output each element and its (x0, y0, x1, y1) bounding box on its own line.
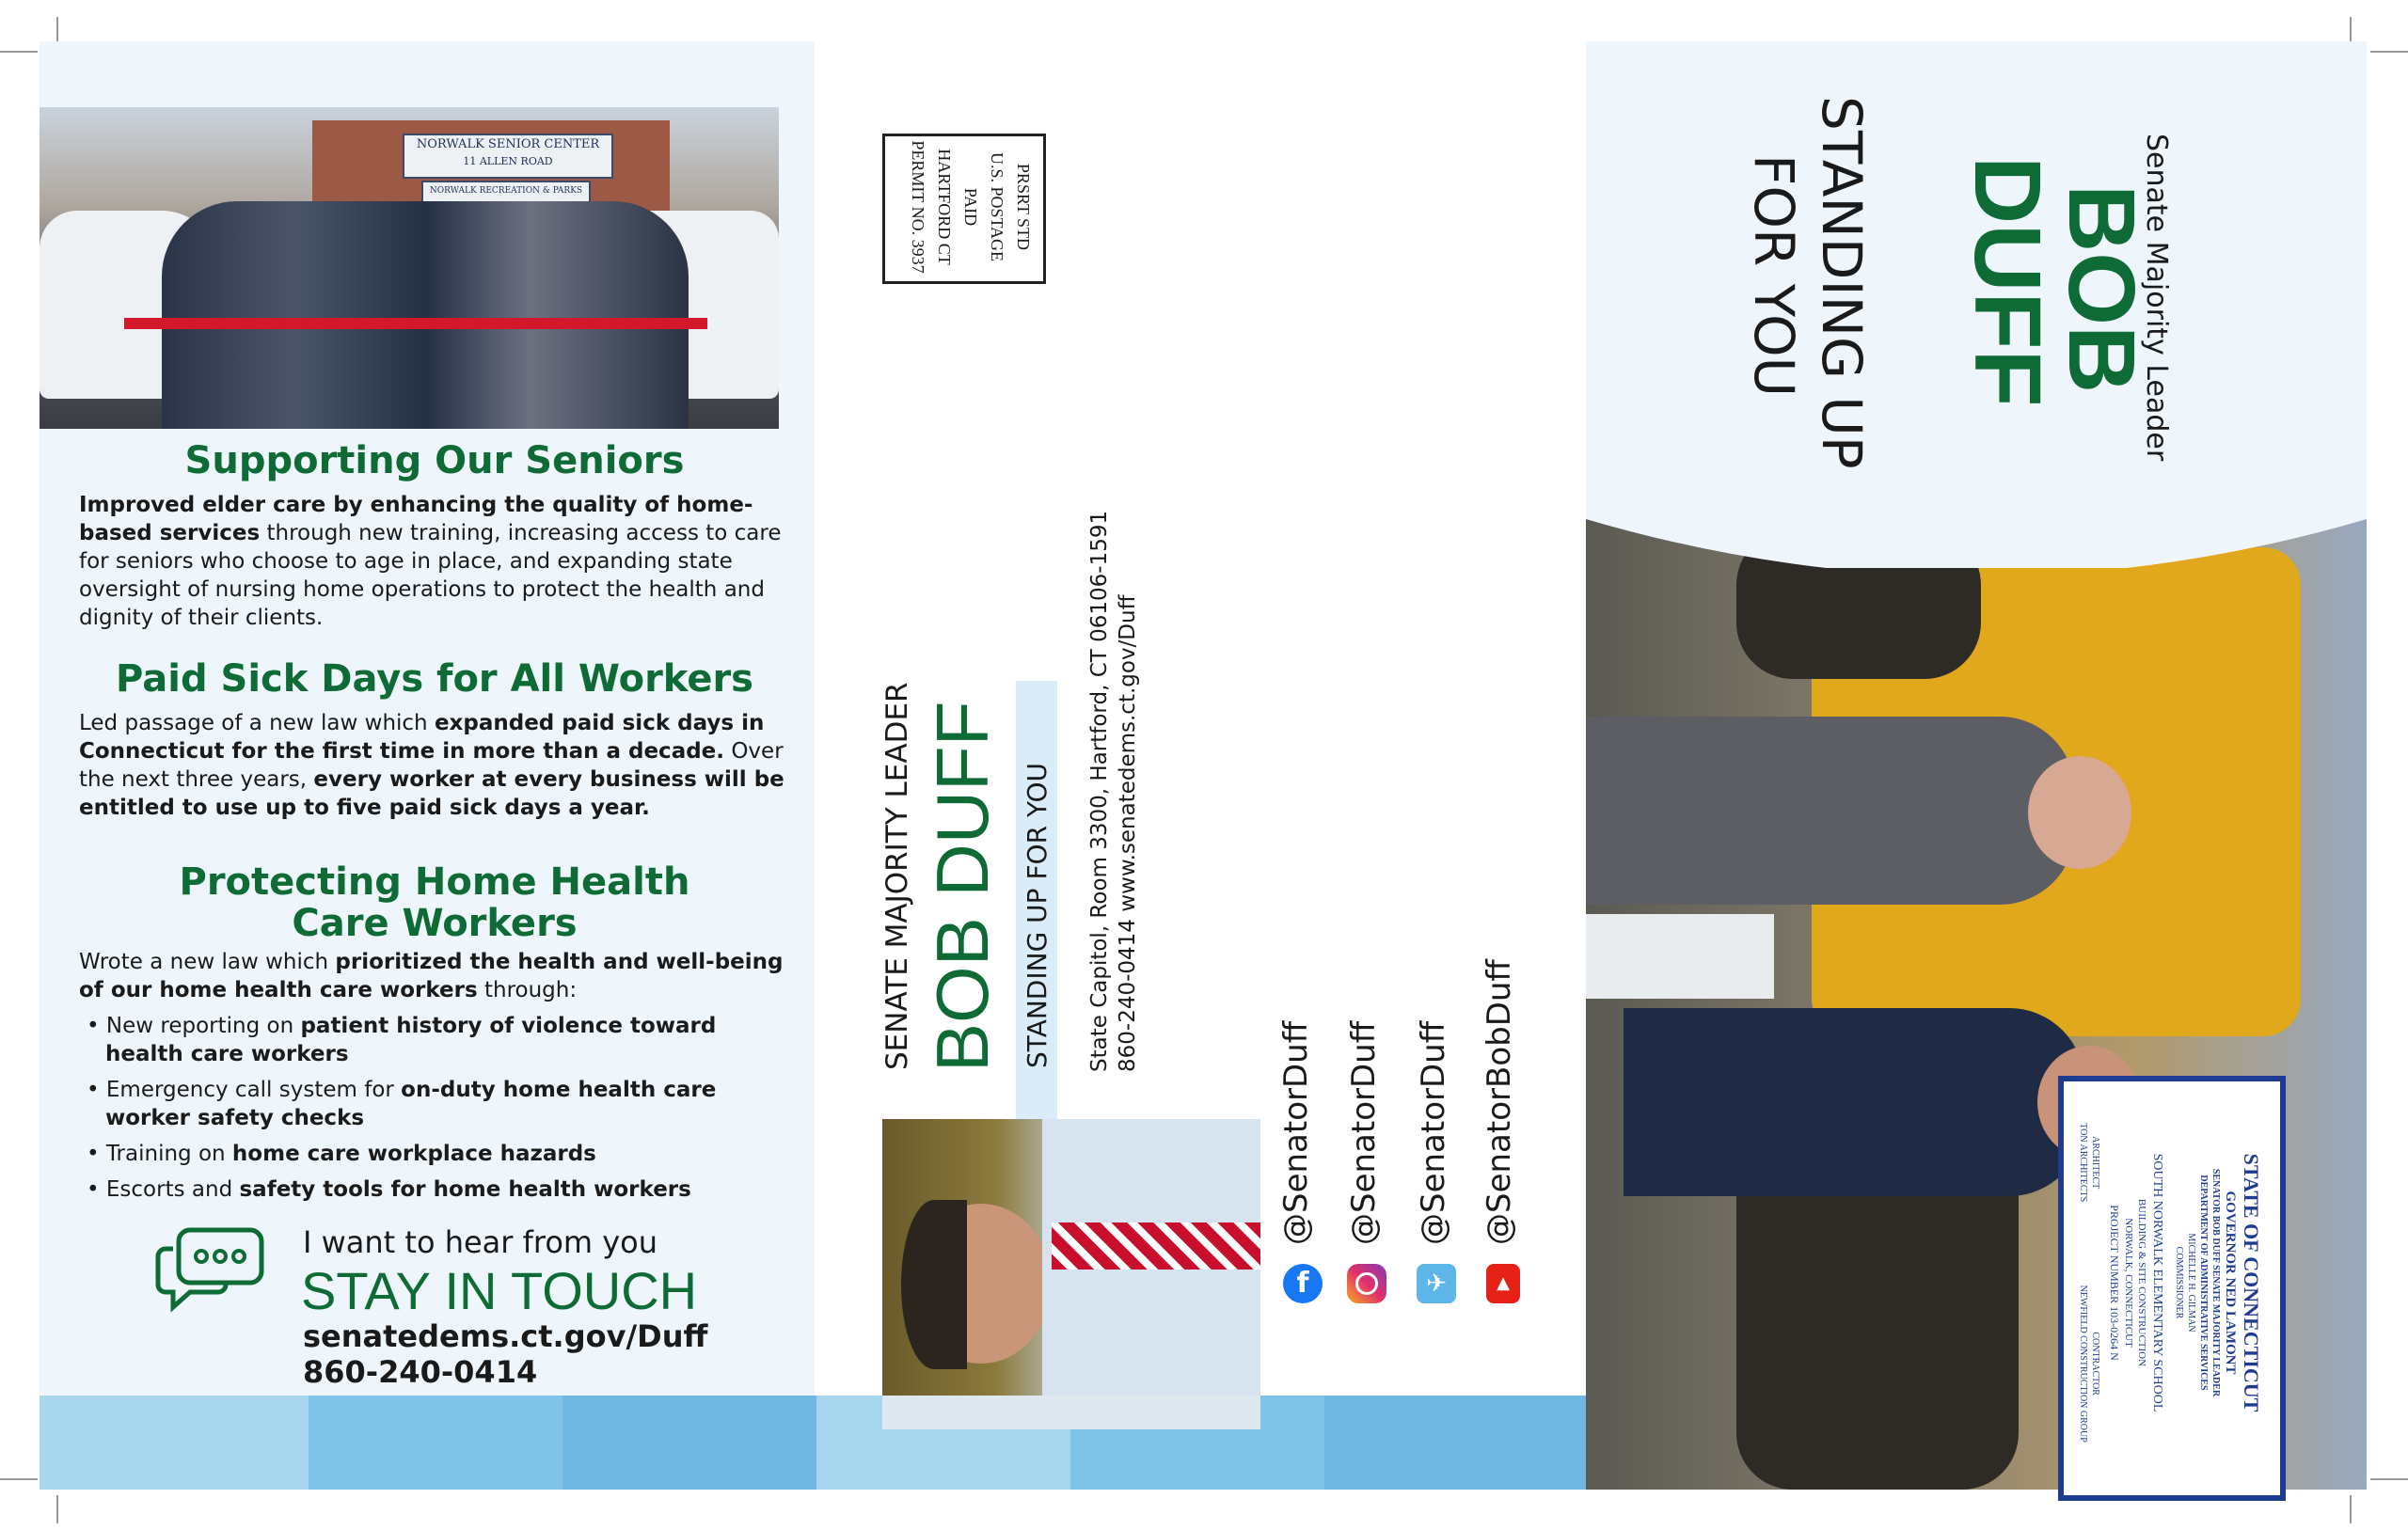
postage-line: PAID (961, 187, 980, 227)
cover-tagline-line1: STANDING UP (1810, 96, 1874, 469)
man-navy-suit (1624, 1008, 2084, 1196)
sign-line1: NORWALK SENIOR CENTER (416, 137, 600, 151)
shirt (1042, 1119, 1260, 1429)
heading-supporting-seniors: Supporting Our Seniors (184, 439, 685, 482)
sign-line: NORWALK, CONNECTICUT (2123, 1218, 2134, 1348)
postage-line: U.S. POSTAGE (988, 151, 1006, 262)
postage-line: PERMIT NO. 3937 (909, 140, 927, 274)
red-ribbon (124, 318, 707, 329)
cover-subtitle: Senate Majority Leader (2140, 134, 2173, 462)
headshot-photo (882, 1119, 1260, 1429)
heading-home-health (40, 861, 830, 944)
sign-line: CONTRACTOR (2090, 1332, 2100, 1396)
bullet-item: • Escorts and safety tools for home health workers (87, 1177, 691, 1202)
crop-mark (2370, 51, 2408, 53)
heading-home-health-line2: Care Workers (292, 902, 578, 945)
stripe-segment (40, 1396, 309, 1490)
return-tagline: STANDING UP FOR YOU (1022, 762, 1053, 1068)
sign-line: DEPARTMENT OF ADMINISTRATIVE SERVICES (2198, 1175, 2209, 1391)
return-name: BOB DUFF (921, 701, 1004, 1072)
seniors-bold: Improved elder care by enhancing the quality of home-based services (79, 493, 753, 545)
return-address-line1: State Capitol, Room 3300, Hartford, CT 06106-1591 (1087, 510, 1112, 1072)
crop-mark (56, 1495, 58, 1523)
bullet-item: • Training on home care workplace hazards (87, 1142, 596, 1166)
sign-line: PROJECT NUMBER 103-0264 N (2108, 1205, 2121, 1361)
stripe-segment (309, 1396, 562, 1490)
sign-line: GOVERNOR NED LAMONT (2223, 1191, 2238, 1375)
bullet-bold: home care workplace hazards (231, 1142, 596, 1166)
home-text2: through: (477, 978, 578, 1002)
man-gray-head (2028, 756, 2131, 869)
sign-line: TON ARCHITECTS (2078, 1123, 2088, 1203)
instagram-icon[interactable] (1347, 1264, 1386, 1303)
sign-line: SOUTH NORWALK ELEMENTARY SCHOOL (2150, 1153, 2164, 1412)
bullet-item: • New reporting on patient history of violence toward health care workers (87, 1014, 717, 1066)
stripe-segment (562, 1396, 816, 1490)
facebook-handle[interactable]: @SenatorDuff (1277, 1020, 1315, 1245)
heading-paid-sick-days: Paid Sick Days for All Workers (116, 657, 753, 701)
postage-text (886, 139, 1037, 275)
sign-line: STATE OF CONNECTICUT (2240, 1153, 2263, 1412)
crowd (162, 201, 689, 429)
contact-headline: STAY IN TOUCH (301, 1261, 698, 1320)
bullet-text: New reporting on (105, 1014, 301, 1038)
sick-bold1: expanded paid sick days in Connecticut for the first time in more than a decade. (79, 711, 765, 764)
home-bold1: prioritized the health and well-being of our home health care workers (79, 950, 784, 1002)
headshot-overlay-fix (882, 1396, 1260, 1429)
man-gray-suit (1586, 717, 2075, 905)
twitter-icon[interactable]: ✈ (1417, 1264, 1456, 1303)
sick-bold2: every worker at every business will be entitled to use up to five paid sick days a year. (79, 767, 784, 820)
chat-bubble-icon (154, 1226, 267, 1313)
sign-line2: 11 ALLEN ROAD (463, 155, 553, 167)
crop-mark (2350, 1495, 2352, 1523)
crop-mark (0, 1478, 38, 1480)
youtube-handle[interactable]: @SenatorBobDuff (1481, 959, 1518, 1245)
project-sign-text (2058, 1081, 2263, 1484)
postage-line: PRSRT STD (1014, 163, 1033, 251)
return-title: SENATE MAJORITY LEADER (880, 682, 914, 1070)
bullet-text: Training on (105, 1142, 232, 1166)
sign-line: NEWFIELD CONSTRUCTION GROUP (2078, 1285, 2088, 1443)
program-sign-line1: NORWALK RECREATION & PARKS (429, 186, 583, 196)
instagram-handle[interactable]: @SenatorDuff (1345, 1020, 1383, 1245)
bullet-text: Escorts and (105, 1177, 240, 1202)
sign-line: MICHELLE H. GILMAN (2186, 1233, 2196, 1333)
stripe-segment (1324, 1396, 1588, 1490)
twitter-handle[interactable]: @SenatorDuff (1415, 1020, 1452, 1245)
sign-line: ARCHITECT (2090, 1136, 2100, 1190)
youtube-icon[interactable]: ▲ (1486, 1264, 1520, 1303)
podium (1586, 914, 1774, 999)
seniors-text: through new training, increasing access to care for seniors who choose to age in place, and expanding state oversight of nursing home operations to protect the health and dignity of their clients. (79, 521, 782, 630)
contact-website[interactable]: senatedems.ct.gov/Duff (303, 1318, 708, 1354)
sign-line: BUILDING & SITE CONSTRUCTION (2136, 1198, 2147, 1367)
sign-line: SENATOR BOB DUFF SENATE MAJORITY LEADER (2210, 1168, 2221, 1397)
bullet-bold: safety tools for home health workers (239, 1177, 691, 1202)
home-text1: Wrote a new law which (79, 950, 336, 974)
facebook-icon[interactable]: f (1283, 1264, 1323, 1303)
paragraph-sick-days (79, 709, 803, 822)
sick-text1: Led passage of a new law which (79, 711, 435, 735)
hair (901, 1200, 967, 1369)
home-health-bullets (87, 1012, 801, 1211)
sign-line: COMMISSIONER (2174, 1246, 2184, 1319)
contact-phone: 860-240-0414 (303, 1354, 538, 1390)
bullet-text: Emergency call system for (105, 1078, 402, 1102)
heading-home-health-line1: Protecting Home Health (179, 860, 690, 904)
bullet-bold: on-duty home health care worker safety checks (105, 1078, 717, 1130)
building-sign (403, 134, 613, 179)
crop-mark (0, 51, 38, 53)
ribbon-cutting-photo (40, 107, 779, 429)
paragraph-home-health (79, 948, 803, 1004)
postage-line: HARTFORD CT (935, 149, 954, 265)
bullet-item: • Emergency call system for on-duty home health care worker safety checks (87, 1078, 717, 1130)
return-address-line2: 860-240-0414 www.senatedems.ct.gov/Duff (1116, 594, 1140, 1072)
contact-intro: I want to hear from you (303, 1224, 658, 1260)
paragraph-seniors (79, 491, 803, 632)
crop-mark (2370, 1478, 2408, 1480)
tie (1052, 1222, 1260, 1270)
sick-text2: Over the next three years, (79, 739, 784, 792)
cover-name-line1: BOB (2049, 184, 2154, 394)
bullet-bold: patient history of violence toward health care workers (105, 1014, 717, 1066)
cover-tagline-line2: FOR YOU (1742, 154, 1806, 398)
cover-name-line2: DUFF (1955, 156, 2060, 407)
